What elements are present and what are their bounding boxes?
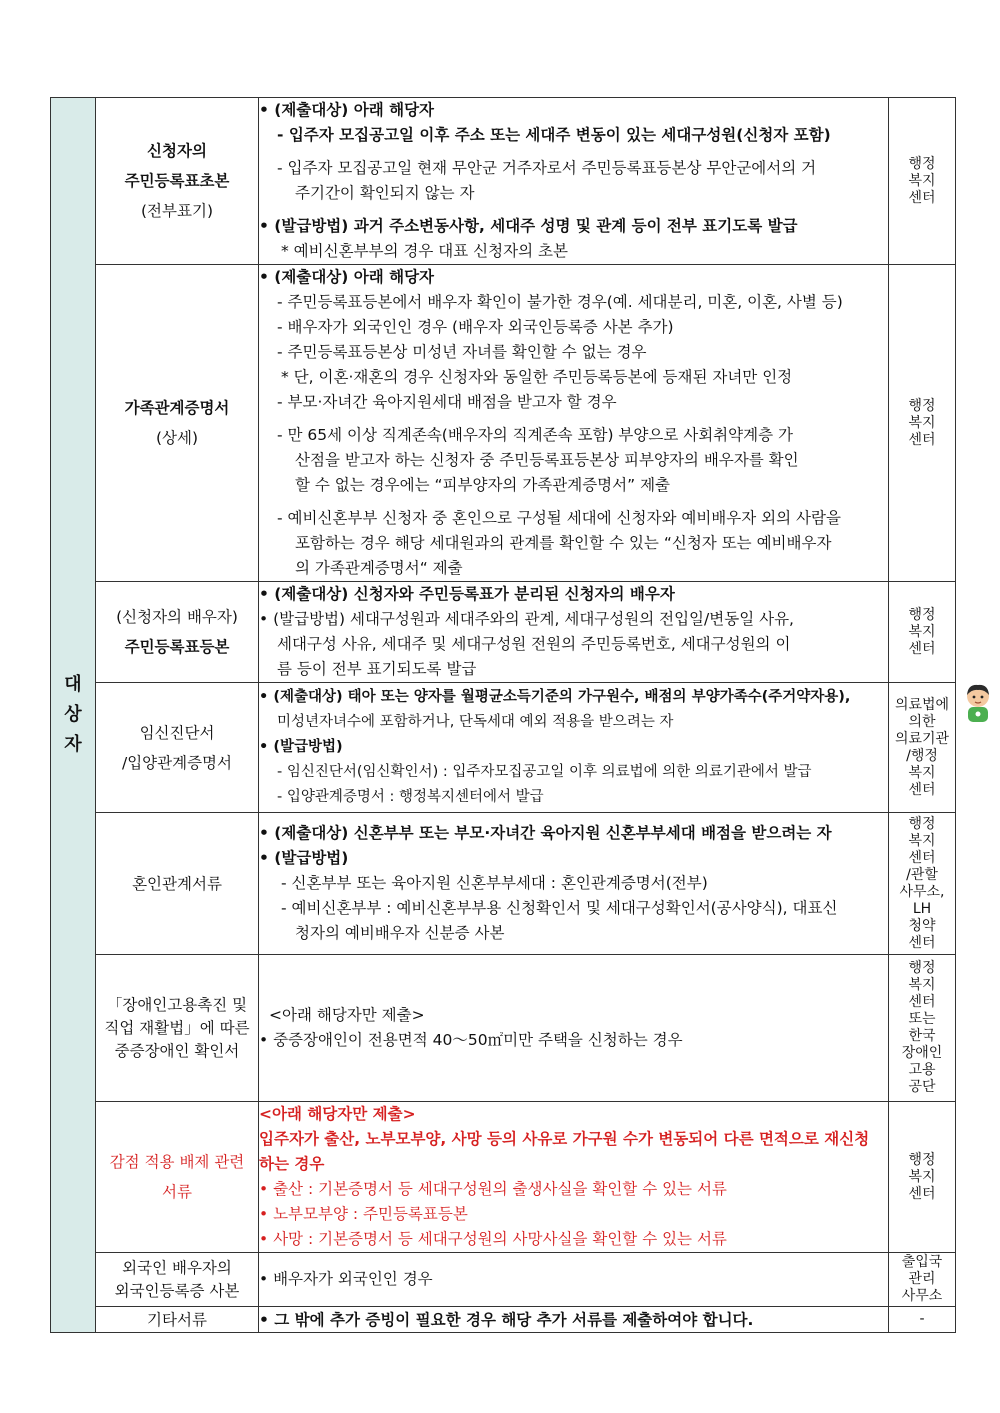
document-name: 가족관계증명서 (상세) — [96, 265, 259, 582]
document-name: 임신진단서 /입양관계증명서 — [96, 683, 259, 813]
table-row — [51, 955, 956, 1102]
document-description: <아래 해당자만 제출> • 중증장애인이 전용면적 40～50㎡미만 주택을 신청하는 경우 — [259, 955, 889, 1102]
document-description: • 그 밖에 추가 증빙이 필요한 경우 해당 추가 서류를 제출하여야 합니다. — [259, 1307, 889, 1333]
table-row — [51, 1307, 956, 1333]
document-description: • (제출대상) 아래 해당자 - 입주자 모집공고일 이후 주소 또는 세대주 변동이 있는 세대구성원(신청자 포함) - 입주자 모집공고일 현재 무안군 거주자로서 주민등록표등본상 무안군에서의 거 주기간이 확인되지 않는 자 • (발급방법) 과거 주소변동사항, 세대주 성명 및 관계 등이 전부 표기도록 발급 * 예비신혼부부의 경우 대표 신청자의 초본 — [259, 98, 889, 265]
issuing-office: 행정 복지 센터 또는 한국 장애인 고용 공단 — [889, 955, 956, 1102]
table-row — [51, 683, 956, 813]
document-name: 혼인관계서류 — [96, 813, 259, 955]
document-name: 기타서류 — [96, 1307, 259, 1333]
document-description: • (제출대상) 태아 또는 양자를 월평균소득기준의 가구원수, 배점의 부양가족수(주거약자용), 미성년자녀수에 포함하거나, 단독세대 예외 적용을 받으려는 자 • (발급방법) - 임신진단서(임신확인서) : 입주자모집공고일 이후 의료법에 의한 의료기관에서 발급 - 입양관계증명서 : 행정복지센터에서 발급 — [259, 683, 889, 813]
document-name: 신청자의 주민등록표초본 (전부표기) — [96, 98, 259, 265]
mascot-icon — [962, 683, 994, 723]
target-category-cell: 대 상 자 — [51, 98, 96, 1333]
table-row — [51, 1253, 956, 1307]
issuing-office: 행정 복지 센터 — [889, 98, 956, 265]
document-name: (신청자의 배우자) 주민등록표등본 — [96, 582, 259, 683]
document-name: 외국인 배우자의 외국인등록증 사본 — [96, 1253, 259, 1307]
issuing-office: 행정 복지 센터 — [889, 1102, 956, 1253]
issuing-office: 행정 복지 센터 — [889, 582, 956, 683]
required-documents-table — [50, 97, 956, 1333]
document-description: <아래 해당자만 제출> 입주자가 출산, 노부모부양, 사망 등의 사유로 가구원 수가 변동되어 다른 면적으로 재신청 하는 경우 • 출산 : 기본증명서 등 세대구성원의 출생사실을 확인할 수 있는 서류 • 노부모부양 : 주민등록표등본 • 사망 : 기본증명서 등 세대구성원의 사망사실을 확인할 수 있는 서류 — [259, 1102, 889, 1253]
issuing-office: - — [889, 1307, 956, 1333]
issuing-office: 의료법에 의한 의료기관 /행정 복지 센터 — [889, 683, 956, 813]
issuing-office: 행정 복지 센터 /관할 사무소, LH 청약 센터 — [889, 813, 956, 955]
issuing-office: 출입국 관리 사무소 — [889, 1253, 956, 1307]
table-row — [51, 582, 956, 683]
table-row — [51, 265, 956, 582]
table-row — [51, 1102, 956, 1253]
document-name: 감점 적용 배제 관련 서류 — [96, 1102, 259, 1253]
document-description: • (제출대상) 신혼부부 또는 부모·자녀간 육아지원 신혼부부세대 배점을 받으려는 자 • (발급방법) - 신혼부부 또는 육아지원 신혼부부세대 : 혼인관계증명서(전부) - 예비신혼부부 : 예비신혼부부용 신청확인서 및 세대구성확인서(공사양식), 대표신 청자의 예비배우자 신분증 사본 — [259, 813, 889, 955]
table-row — [51, 98, 956, 265]
document-description: • (제출대상) 신청자와 주민등록표가 분리된 신청자의 배우자 • (발급방법) 세대구성원과 세대주와의 관계, 세대구성원의 전입일/변동일 사유, 세대구성 사유, 세대주 및 세대구성원 전원의 주민등록번호, 세대구성원의 이 름 등이 전부 표기되도록 발급 — [259, 582, 889, 683]
document-description: • (제출대상) 아래 해당자 - 주민등록표등본에서 배우자 확인이 불가한 경우(예. 세대분리, 미혼, 이혼, 사별 등) - 배우자가 외국인인 경우 (배우자 외국인등록증 사본 추가) - 주민등록표등본상 미성년 자녀를 확인할 수 없는 경우 * 단, 이혼·재혼의 경우 신청자와 동일한 주민등록등본에 등재된 자녀만 인정 - 부모·자녀간 육아지원세대 배점을 받고자 할 경우 - 만 65세 이상 직계존속(배우자의 직계존속 포함) 부양으로 사회취약계층 가 산점을 받고자 하는 신청자 중 주민등록표등본상 피부양자의 배우자를 확인 할 수 없는 경우에는 “피부양자의 가족관계증명서” 제출 - 예비신혼부부 신청자 중 혼인으로 구성될 세대에 신청자와 예비배우자 외의 사람을 포함하는 경우 해당 세대원과의 관계를 확인할 수 있는 “신청자 또는 예비배우자 의 가족관계증명서“ 제출 — [259, 265, 889, 582]
document-description: • 배우자가 외국인인 경우 — [259, 1253, 889, 1307]
document-name: 「장애인고용촉진 및 직업 재활법」에 따른 중증장애인 확인서 — [96, 955, 259, 1102]
issuing-office: 행정 복지 센터 — [889, 265, 956, 582]
table-row — [51, 813, 956, 955]
